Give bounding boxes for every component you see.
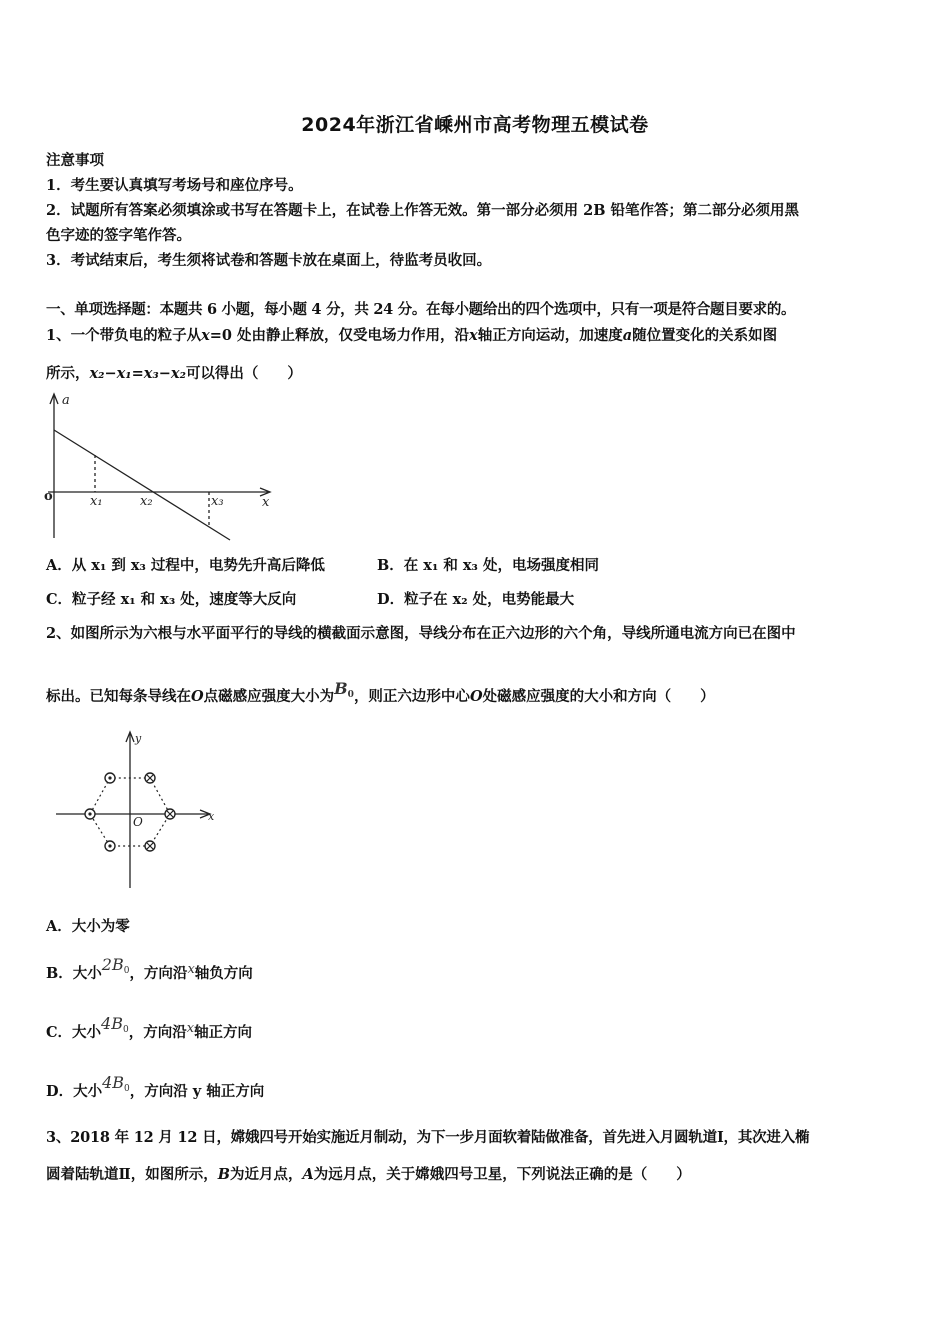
axis-label-a: a [62, 393, 70, 408]
tick-label-x3: x₃ [211, 494, 224, 509]
axis-label-x: x [262, 495, 270, 510]
axis-label-y: y [135, 732, 142, 745]
tick-label-x1: x₁ [90, 494, 103, 509]
q2-option-c: C．大小$4B_0$，方向沿x轴正方向 [46, 1014, 253, 1041]
acceleration-line [54, 430, 230, 540]
q3-point-b: B [217, 1166, 230, 1183]
q1-stem-text: 所示， [46, 365, 90, 382]
q2-stem-text: 点磁感应强度大小为 [203, 688, 335, 705]
notice-item-2a: 2．试题所有答案必须填涂或书写在答题卡上，在试卷上作答无效。第一部分必须用 2B 铅笔作答；第二部分必须用黑 [46, 202, 800, 219]
q1-stem-line1 [46, 326, 908, 346]
notice-item-2b: 色字迹的签字笔作答。 [46, 227, 191, 244]
q2-option-d-magnitude: $4B_0$ [102, 1073, 130, 1094]
q2-option-b: B．大小$2B_0$，方向沿x轴负方向 [46, 955, 253, 982]
notice-item-1: 1．考生要认真填写考场号和座位序号。 [46, 177, 303, 194]
q1-var-x: x [201, 327, 210, 344]
center-label-o: O [133, 815, 143, 829]
q1-option-c: C．粒子经 x₁ 和 x₃ 处，速度等大反向 [46, 591, 297, 608]
q1-stem-text: =0 处由静止释放，仅受电场力作用，沿 [209, 327, 470, 344]
q3-stem-line1: 3、2018 年 12 月 12 日，嫦娥四号开始实施近月制动，为下一步月面软着陆做准备，首先进入月圆轨道Ⅰ，其次进入椭 [46, 1129, 810, 1146]
q1-acceleration-graph [40, 388, 290, 548]
q2-hexagon-wires-figure [50, 728, 225, 893]
page-title: 2024年浙江省嵊州市高考物理五模试卷 [301, 114, 649, 136]
wire-top-left [105, 773, 115, 783]
q2-point-o: O [469, 688, 483, 705]
wire-bottom-right [145, 841, 155, 851]
q1-stem-text: 随位置变化的关系如图 [632, 327, 778, 344]
q2-stem-text: 标出。已知每条导线在 [46, 688, 191, 705]
q2-option-a: A．大小为零 [46, 918, 130, 935]
q2-point-o: O [191, 688, 204, 705]
q2-option-c-magnitude: $4B_0$ [101, 1014, 129, 1035]
q2-stem-line1: 2、如图所示为六根与水平面平行的导线的横截面示意图，导线分布在正六边形的六个角，导线所通电流方向已在图中 [46, 625, 796, 642]
notice-heading: 注意事项 [46, 152, 104, 169]
wire-left [85, 809, 95, 819]
section1-heading: 一、单项选择题：本题共 6 小题，每小题 4 分，共 24 分。在每小题给出的四个选项中，只有一项是符合题目要求的。 [46, 301, 796, 318]
q2-stem-line2 [46, 679, 908, 707]
origin-label: o [44, 489, 53, 504]
wire-bottom-left [105, 841, 115, 851]
q1-stem-text: 可以得出（ ） [185, 365, 302, 382]
q2-option-b-magnitude: $2B_0$ [101, 955, 130, 976]
q1-var-a: a [622, 327, 633, 344]
q1-option-d: D．粒子在 x₂ 处，电势能最大 [377, 591, 575, 608]
wire-top-right [145, 773, 155, 783]
q2-stem-text: ，则正六边形中心 [353, 688, 470, 705]
q3-stem-line2: 圆着陆轨道Ⅱ，如图所示，B为近月点，A为远月点，关于嫦娥四号卫星，下列说法正确的是（ ） [46, 1166, 691, 1183]
q1-option-b: B．在 x₁ 和 x₃ 处，电场强度相同 [377, 557, 599, 574]
q3-point-a: A [302, 1166, 314, 1183]
wire-right [165, 809, 175, 819]
q1-stem-text: 轴正方向运动，加速度 [477, 327, 623, 344]
q2-stem-text: 处磁感应强度的大小和方向（ ） [482, 688, 715, 705]
q1-stem-text: 1、一个带负电的粒子从 [46, 327, 202, 344]
q1-var-x: x [469, 327, 478, 344]
axis-label-x: x [208, 810, 215, 823]
q1-option-a: A．从 x₁ 到 x₃ 过程中，电势先升高后降低 [46, 557, 325, 574]
notice-item-3: 3．考试结束后，考生须将试卷和答题卡放在桌面上，待监考员收回。 [46, 252, 492, 269]
q2-option-d: D．大小$4B_0$，方向沿 y 轴正方向 [46, 1073, 265, 1100]
q1-stem-line2 [46, 364, 908, 384]
tick-label-x2: x₂ [140, 494, 153, 509]
q2-b0-symbol: $B_0$ [334, 679, 354, 700]
q1-relation: x₂−x₁=x₃−x₂ [89, 365, 186, 382]
